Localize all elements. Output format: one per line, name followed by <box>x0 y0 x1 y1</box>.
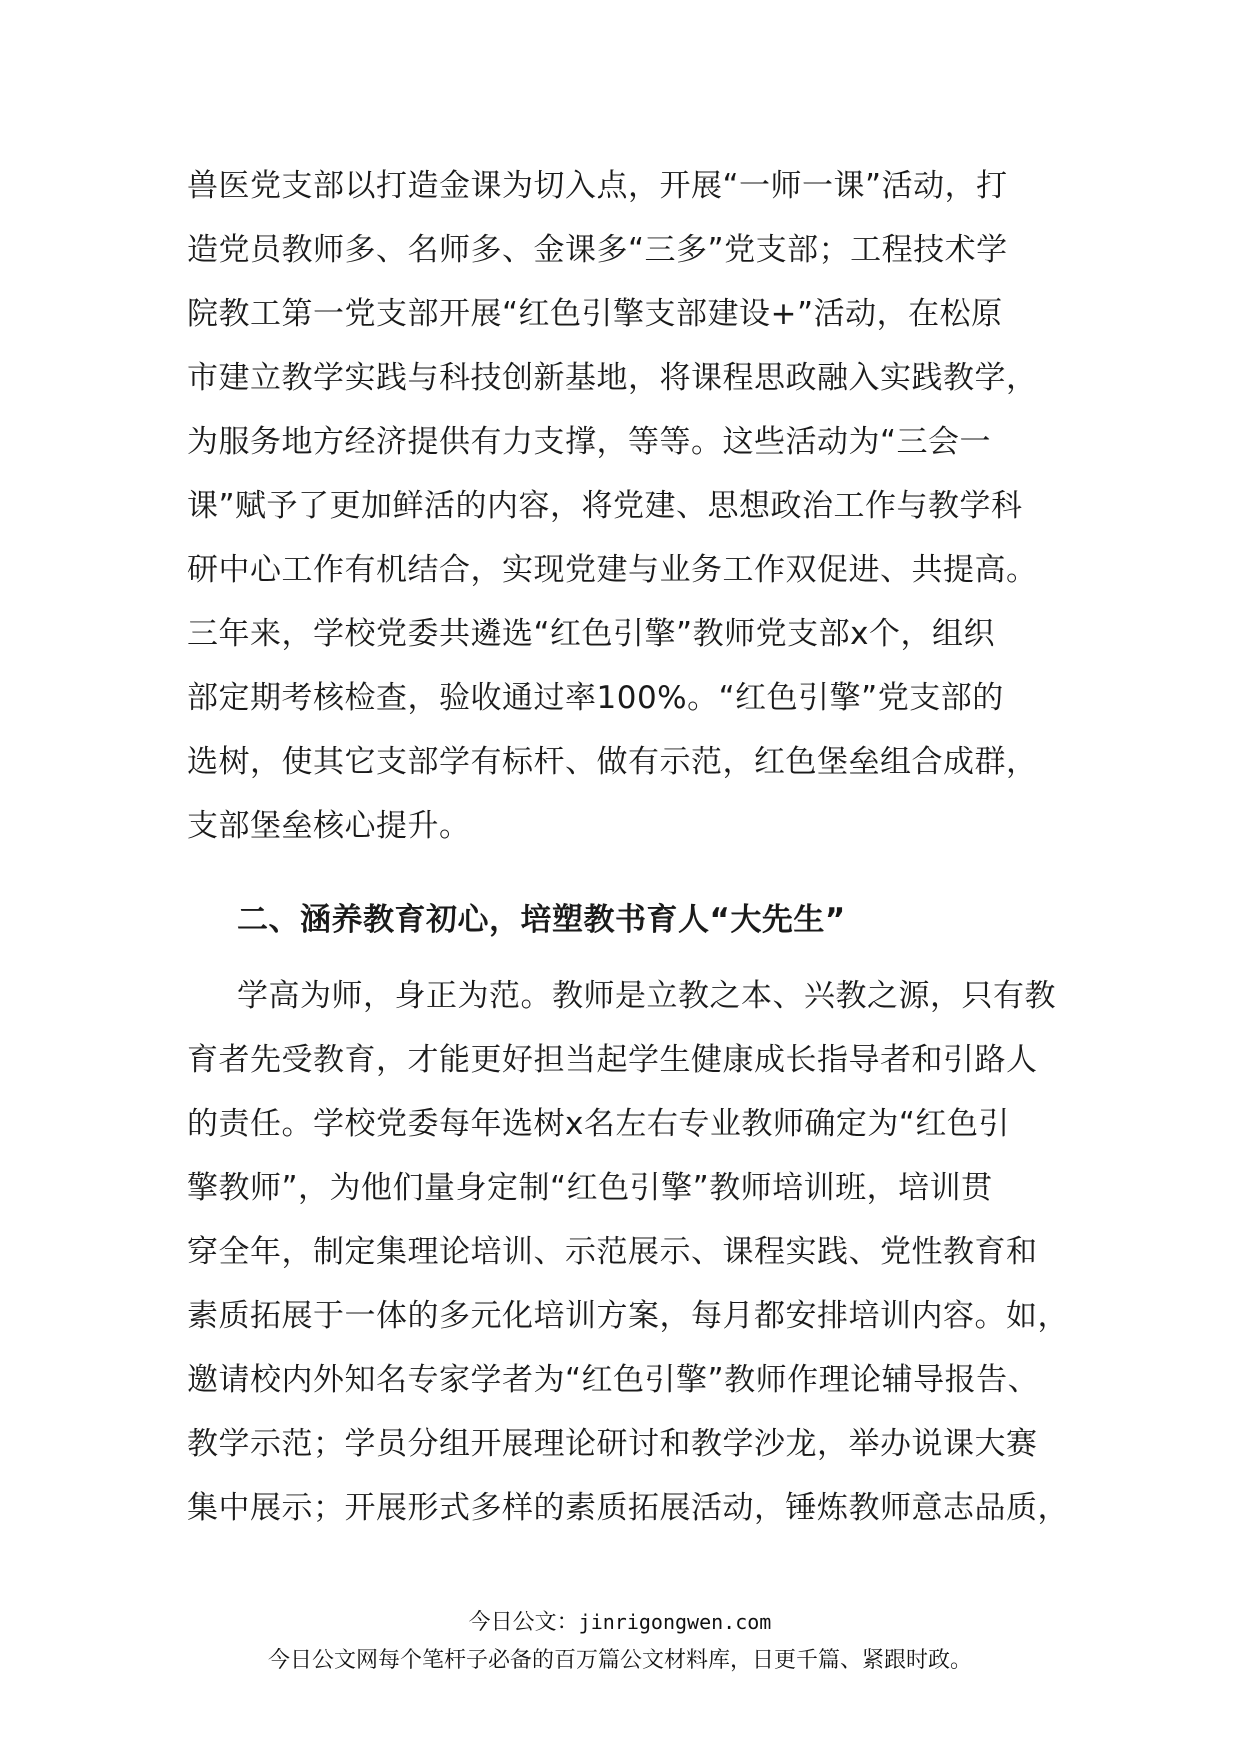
footer-url-link[interactable]: jinrigongwen.com <box>578 1610 772 1634</box>
footer-tagline: 今日公文网每个笔杆子必备的百万篇公文材料库，日更千篇、紧跟时政。 <box>267 1648 972 1673</box>
text-line: 素质拓展于一体的多元化培训方案，每月都安排培训内容。如， <box>187 1298 1069 1334</box>
text-line: 院教工第一党支部开展“红色引擎支部建设+”活动，在松原 <box>187 296 1003 332</box>
text-line: 集中展示；开展形式多样的素质拓展活动，锤炼教师意志品质， <box>187 1490 1069 1526</box>
text-line: 兽医党支部以打造金课为切入点，开展“一师一课”活动，打 <box>187 168 1008 204</box>
text-line: 部定期考核检查，验收通过率100%。“红色引擎”党支部的 <box>187 680 1004 716</box>
text-line: 市建立教学实践与科技创新基地，将课程思政融入实践教学， <box>187 360 1038 396</box>
footer-source <box>0 1605 1240 1636</box>
footer-label: 今日公文： <box>468 1610 579 1635</box>
text-line: 教学示范；学员分组开展理论研讨和教学沙龙，举办说课大赛 <box>187 1426 1038 1462</box>
text-line: 育者先受教育，才能更好担当起学生健康成长指导者和引路人 <box>187 1042 1038 1078</box>
text-line: 选树，使其它支部学有标杆、做有示范，红色堡垒组合成群， <box>187 744 1038 780</box>
paragraph-top <box>187 154 1057 858</box>
text-line: 擎教师”，为他们量身定制“红色引擎”教师培训班，培训贯 <box>187 1170 993 1206</box>
text-line: 课”赋予了更加鲜活的内容，将党建、思想政治工作与教学科 <box>187 488 1023 524</box>
text-line: 为服务地方经济提供有力支撑，等等。这些活动为“三会一 <box>187 424 992 460</box>
text-line: 支部堡垒核心提升。 <box>187 808 471 844</box>
section-heading: 二、涵养教育初心，培塑教书育人“大先生” <box>237 902 846 938</box>
text-line: 研中心工作有机结合，实现党建与业务工作双促进、共提高。 <box>187 552 1038 588</box>
text-line: 邀请校内外知名专家学者为“红色引擎”教师作理论辅导报告、 <box>187 1362 1040 1398</box>
text-line: 三年来，学校党委共遴选“红色引擎”教师党支部x个，组织 <box>187 616 995 652</box>
text-line: 的责任。学校党委每年选树x名左右专业教师确定为“红色引 <box>187 1106 1010 1142</box>
text-line: 造党员教师多、名师多、金课多“三多”党支部；工程技术学 <box>187 232 1008 268</box>
text-line: 学高为师，身正为范。教师是立教之本、兴教之源，只有教 <box>237 978 1056 1014</box>
text-line: 穿全年，制定集理论培训、示范展示、课程实践、党性教育和 <box>187 1234 1038 1270</box>
paragraph-bottom <box>187 964 1069 1540</box>
